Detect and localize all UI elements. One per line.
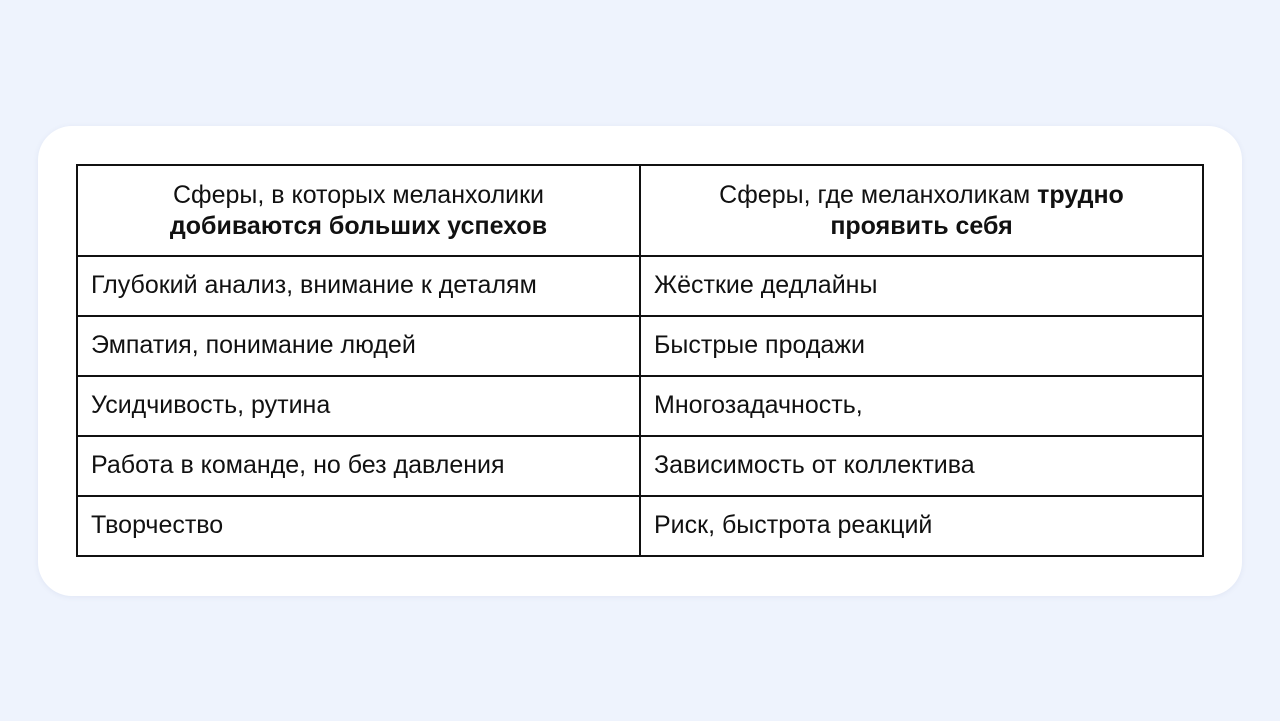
weakness-cell: Зависимость от коллектива (640, 436, 1203, 496)
table-row (77, 376, 1203, 436)
table-row (77, 256, 1203, 316)
strength-cell: Творчество (77, 496, 640, 556)
header-weaknesses-line1: Сферы, где меланхоликам (719, 180, 1038, 209)
weakness-cell: Быстрые продажи (640, 316, 1203, 376)
strength-cell: Глубокий анализ, внимание к деталям (77, 256, 640, 316)
header-weaknesses (640, 165, 1203, 256)
weakness-cell: Многозадачность, (640, 376, 1203, 436)
table-row (77, 496, 1203, 556)
weakness-cell: Риск, быстрота реакций (640, 496, 1203, 556)
strength-cell: Работа в команде, но без давления (77, 436, 640, 496)
header-weaknesses-line1-bold: трудно (1037, 180, 1124, 209)
table-header-row (77, 165, 1203, 256)
content-card (38, 126, 1242, 596)
strength-cell: Усидчивость, рутина (77, 376, 640, 436)
table-row (77, 436, 1203, 496)
header-strengths-line2: добиваются больших успехов (169, 211, 548, 240)
header-strengths (77, 165, 640, 256)
weakness-cell: Жёсткие дедлайны (640, 256, 1203, 316)
header-strengths-line1: Сферы, в которых меланхолики (172, 180, 545, 209)
table-row (77, 316, 1203, 376)
comparison-table (76, 164, 1204, 557)
strength-cell: Эмпатия, понимание людей (77, 316, 640, 376)
header-weaknesses-line2: проявить себя (830, 211, 1013, 240)
